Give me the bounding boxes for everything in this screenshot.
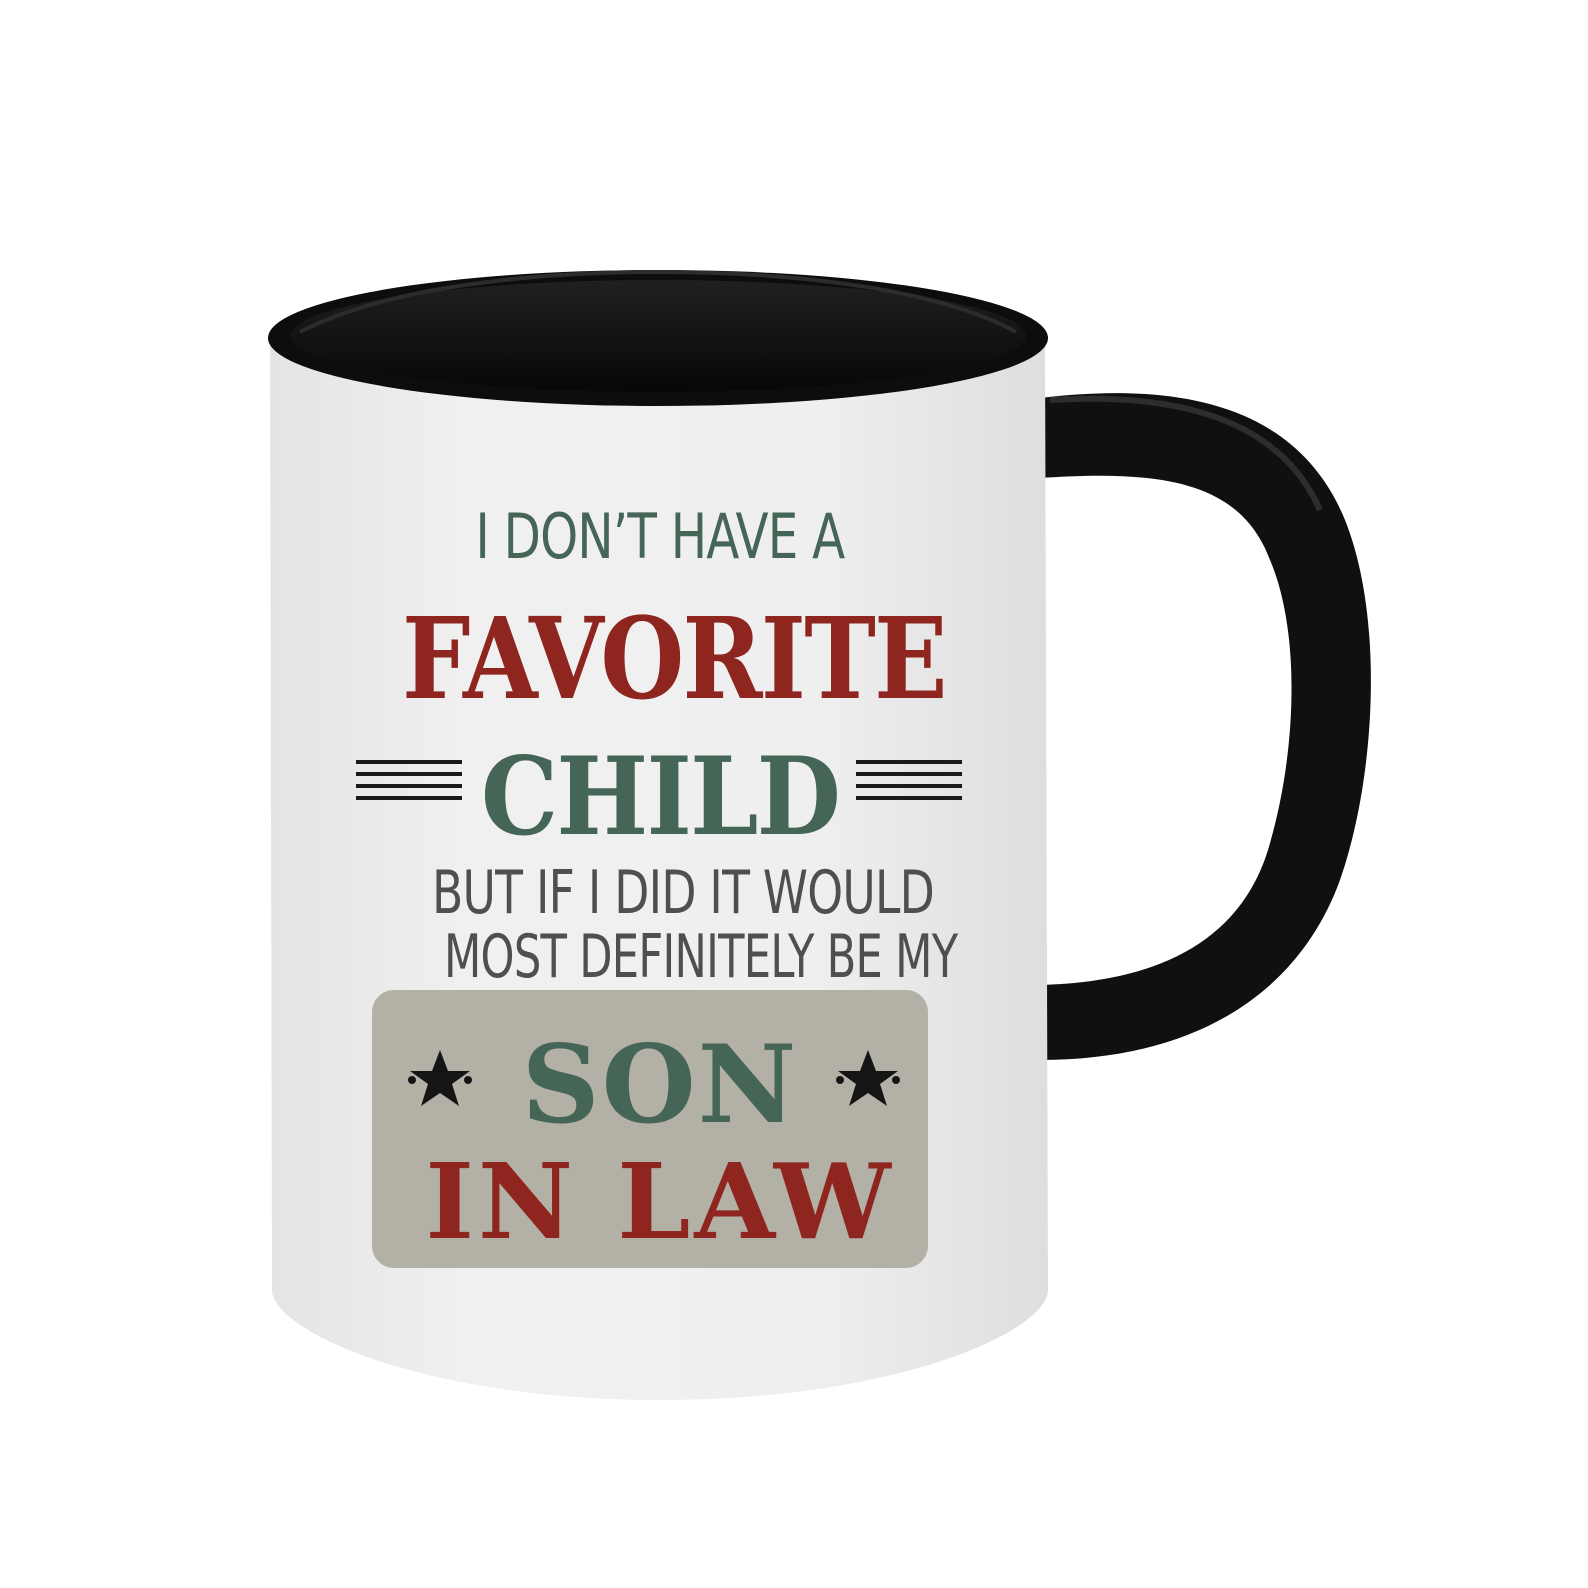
print-line-4: BUT IF I DID IT WOULD bbox=[432, 858, 935, 928]
print-line-in-law: IN LAW bbox=[425, 1140, 895, 1263]
print-line-1: I DON’T HAVE A bbox=[475, 500, 845, 573]
print-line-favorite: FAVORITE bbox=[402, 594, 946, 725]
mug-handle bbox=[1040, 393, 1371, 1060]
print-line-son: SON bbox=[521, 1022, 799, 1148]
print-line-child: CHILD bbox=[480, 734, 840, 860]
print-line-5: MOST DEFINITELY BE MY bbox=[444, 922, 958, 992]
